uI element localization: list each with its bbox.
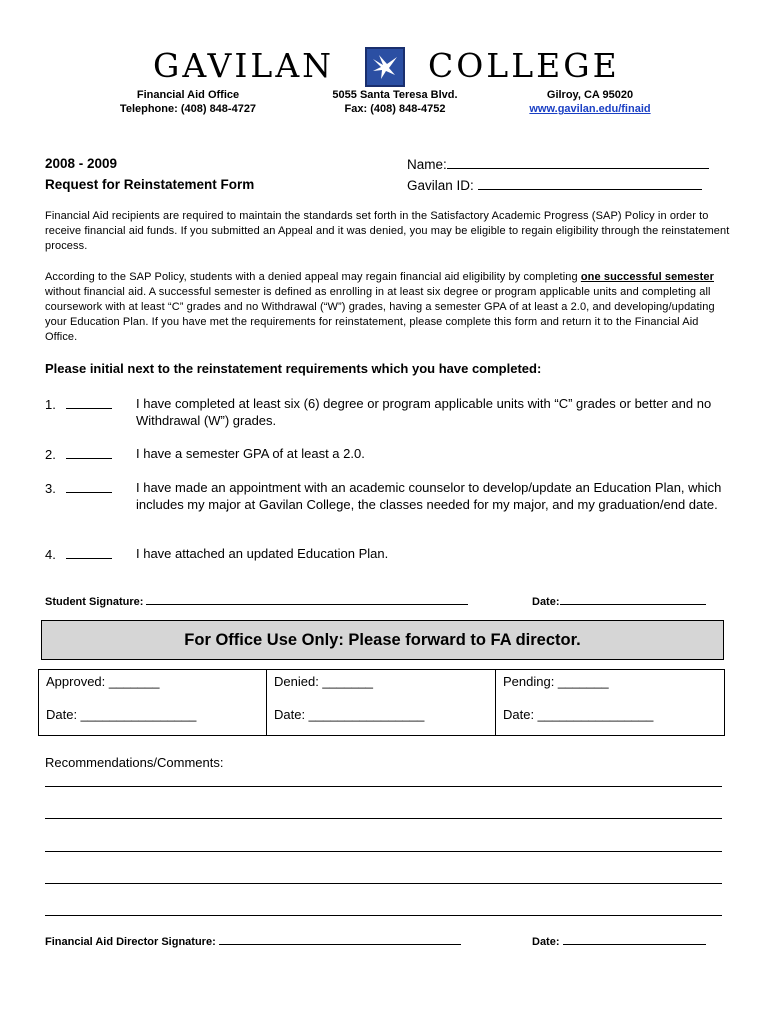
instructions-heading: Please initial next to the reinstatement requirements which you have completed: — [45, 361, 542, 376]
requirement-number: 1. — [45, 397, 56, 412]
requirement-4-text: I have attached an updated Education Plan. — [136, 546, 389, 561]
requirement-4-number[interactable] — [45, 546, 112, 562]
director-signature-field[interactable] — [45, 934, 461, 948]
initial-blank-2[interactable] — [66, 446, 112, 459]
website-link[interactable]: www.gavilan.edu/finaid — [529, 103, 651, 115]
street-address: 5055 Santa Teresa Blvd. — [332, 89, 458, 101]
office-location — [505, 88, 675, 116]
director-date-field[interactable] — [532, 934, 706, 948]
city-state-zip: Gilroy, CA 95020 — [546, 89, 634, 101]
requirement-2-text: I have a semester GPA of at least a 2.0. — [136, 446, 365, 461]
form-title: Request for Reinstatement Form — [45, 177, 255, 192]
comment-line[interactable] — [45, 883, 722, 884]
office-use-banner: For Office Use Only: Please forward to FA director. — [41, 620, 724, 660]
approved-cell — [39, 670, 267, 735]
denied-field[interactable]: Denied: _______ — [274, 674, 374, 689]
initial-blank-4[interactable] — [66, 546, 112, 559]
requirement-1-number[interactable] — [45, 396, 112, 412]
requirement-number: 3. — [45, 481, 56, 496]
office-fax: Fax: (408) 848-4752 — [344, 103, 446, 115]
gavilan-id-input-line[interactable] — [478, 177, 702, 190]
comment-line[interactable] — [45, 786, 722, 787]
office-telephone: Telephone: (408) 848-4727 — [119, 103, 257, 115]
director-signature-label: Financial Aid Director Signature: — [45, 936, 216, 948]
gavilan-id-label: Gavilan ID: — [407, 178, 474, 193]
gavilan-bird-icon — [365, 47, 405, 87]
requirement-number: 4. — [45, 547, 56, 562]
logo-text-college: COLLEGE — [428, 46, 620, 85]
form-year: 2008 - 2009 — [45, 156, 118, 171]
student-signature-label: Student Signature: — [45, 596, 144, 608]
name-input-line[interactable] — [447, 156, 709, 169]
initial-blank-1[interactable] — [66, 396, 112, 409]
approved-field[interactable]: Approved: _______ — [46, 674, 160, 689]
intro-paragraph-2-end: without financial aid. A successful semester is defined as enrolling in at least six degree or program applicable units and completing all coursework with at least “C” grades and no Withdrawal (“W”) grades, having a semester GPA of at least a 2.0, and developing/updating your Education Plan. If you have met the requirements for reinstatement, please complete this form and return it to the Financial Aid Office. — [45, 286, 715, 343]
intro-paragraph-2-start: According to the SAP Policy, students with a denied appeal may regain financial aid eligibility by completing — [45, 271, 581, 283]
student-date-field[interactable] — [532, 594, 706, 608]
director-signature-line[interactable] — [219, 934, 461, 945]
student-signature-field[interactable] — [45, 594, 468, 608]
denied-cell — [267, 670, 496, 735]
office-name: Financial Aid Office — [136, 89, 240, 101]
requirement-2-number[interactable] — [45, 446, 112, 462]
comment-line[interactable] — [45, 915, 722, 916]
director-date-line[interactable] — [563, 934, 706, 945]
requirement-3-number[interactable] — [45, 480, 112, 496]
comments-label: Recommendations/Comments: — [45, 755, 224, 770]
denied-date-field[interactable]: Date: ________________ — [274, 707, 425, 722]
office-use-table — [38, 669, 725, 736]
comment-line[interactable] — [45, 851, 722, 852]
student-signature-line[interactable] — [146, 594, 468, 605]
requirement-1-text: I have completed at least six (6) degree or program applicable units with “C” grades or better and no Withdrawal (W”) grades. — [136, 396, 712, 428]
requirement-number: 2. — [45, 447, 56, 462]
student-date-label: Date: — [532, 596, 560, 608]
requirement-3-text: I have made an appointment with an academic counselor to develop/update an Education Plan, which includes my major at Gavilan College, the classes needed for my major, and my graduation/end date. — [136, 480, 722, 512]
pending-cell — [496, 670, 724, 735]
comment-line[interactable] — [45, 818, 722, 819]
name-field[interactable] — [407, 156, 709, 172]
name-label: Name: — [407, 157, 447, 172]
office-address — [315, 88, 475, 116]
intro-paragraph-2 — [45, 270, 730, 345]
student-date-line[interactable] — [560, 594, 706, 605]
initial-blank-3[interactable] — [66, 480, 112, 493]
office-contact — [108, 88, 268, 116]
director-date-label: Date: — [532, 936, 560, 948]
pending-date-field[interactable]: Date: ________________ — [503, 707, 654, 722]
intro-paragraph-2-emphasis: one successful semester — [580, 271, 714, 283]
pending-field[interactable]: Pending: _______ — [503, 674, 609, 689]
approved-date-field[interactable]: Date: ________________ — [46, 707, 197, 722]
intro-paragraph-1: Financial Aid recipients are required to maintain the standards set forth in the Satisfactory Academic Progress (SAP) Policy in order to receive financial aid funds. If you submitted an Appeal and it was denied, you may be eligible to regain eligibility through the reinstatement process. — [45, 210, 730, 252]
gavilan-id-field[interactable] — [407, 177, 702, 193]
bird-logo-graphic — [367, 49, 403, 85]
logo-text-gavilan: GAVILAN — [153, 46, 335, 85]
